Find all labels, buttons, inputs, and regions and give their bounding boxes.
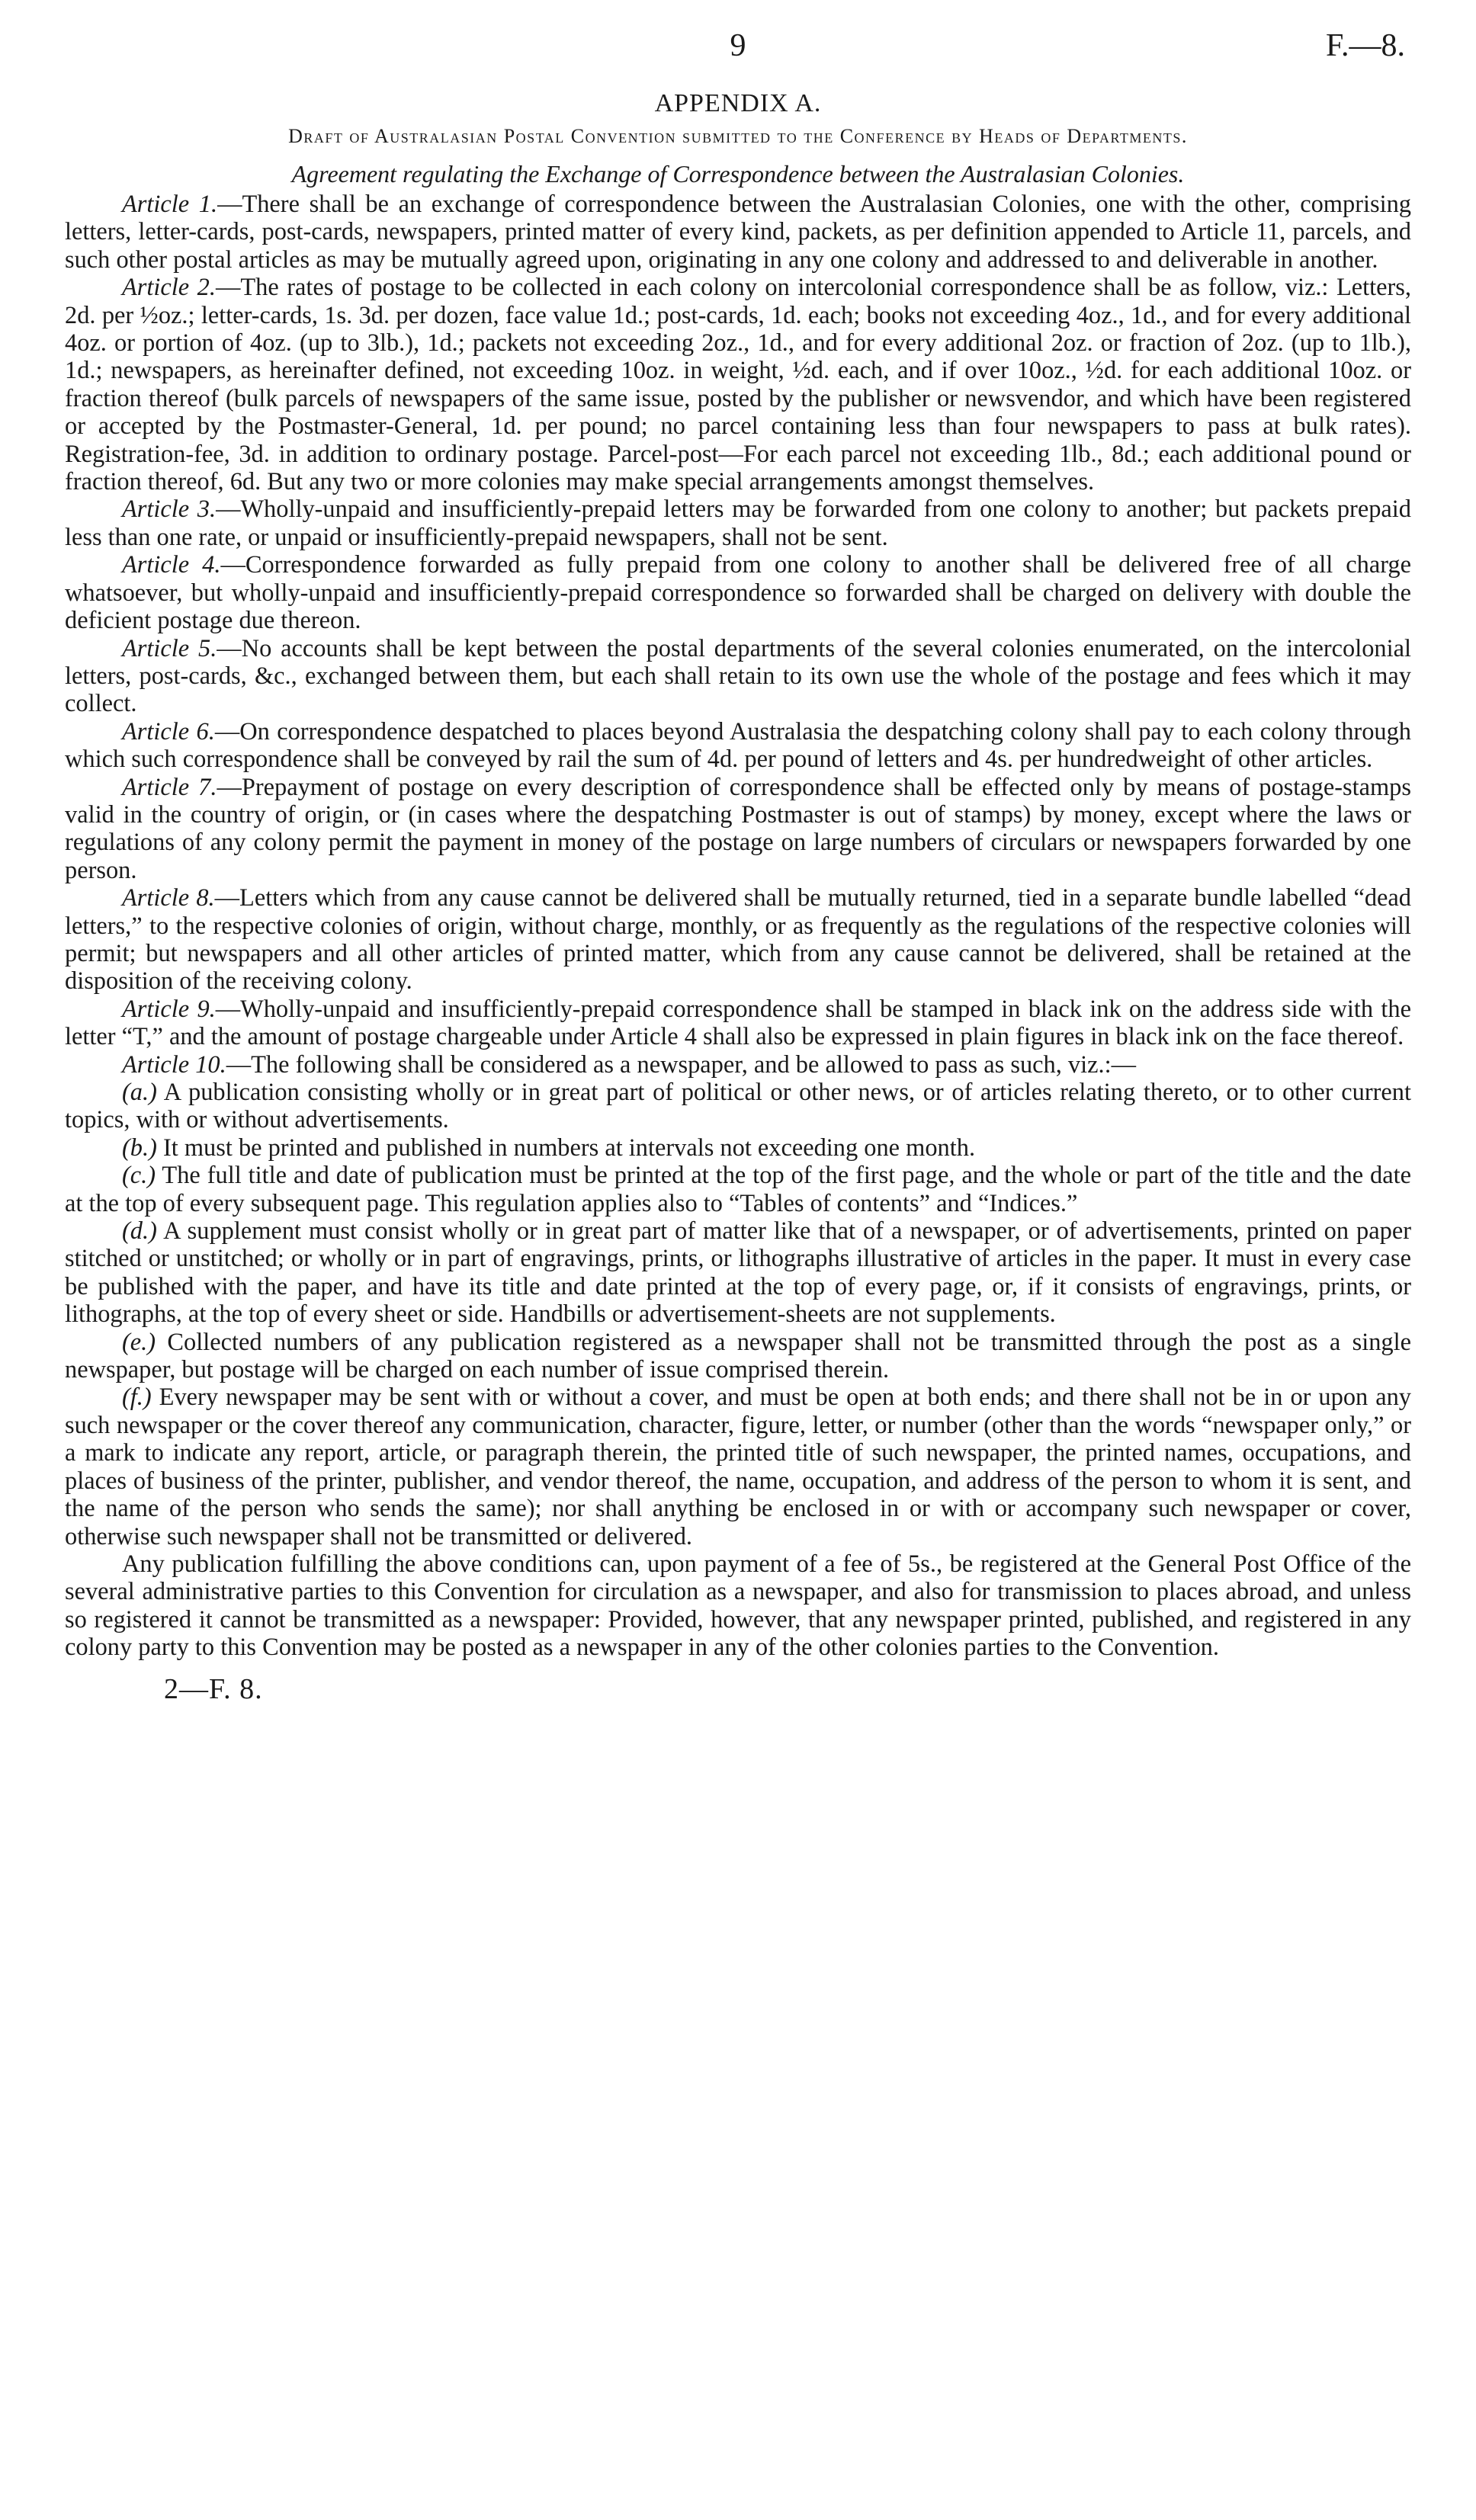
clause-a: [65, 1079, 1411, 1134]
clause-b: [65, 1134, 1411, 1162]
article-text: —Wholly-unpaid and insufficiently-prepaid correspondence shall be stamped in black ink on the address side with the letter “T,” and the amount of postage chargeable under Article 4 shall also be expressed in plain figures in black ink on the face thereof.: [65, 995, 1411, 1051]
registration-paragraph: [65, 1550, 1411, 1662]
article-label: Article 5.: [122, 634, 217, 662]
clause-text: A supplement must consist wholly or in great part of matter like that of a newspaper, or of advertisements, printed on paper stitched or unstitched; or wholly or in part of engravings, prints, or lithographs illustrative of articles in the paper. It must in every case be published with the paper, and have its title and date printed at the top of every page, or, if it consists of engravings, prints, or lithographs, at the top of every sheet or side. Handbills or advertisement-sheets are not supplements.: [65, 1217, 1411, 1329]
clause-text: Collected numbers of any publication registered as a newspaper shall not be transmitted through the post as a single newspaper, but postage will be charged on each number of issue comprised therein.: [65, 1328, 1411, 1384]
article-label: Article 9.: [122, 995, 216, 1023]
article-5: [65, 635, 1411, 718]
clause-c: [65, 1162, 1411, 1217]
article-label: Article 3.: [122, 495, 217, 524]
clause-e: [65, 1329, 1411, 1384]
article-2: [65, 274, 1411, 495]
article-text: —On correspondence despatched to places beyond Australasia the despatching colony shall pay to each colony through which such correspondence shall be conveyed by rail the sum of 4d. per pound of letters and 4s. per hundredweight of other articles.: [65, 717, 1411, 774]
article-7: [65, 774, 1411, 885]
article-10: [65, 1051, 1411, 1079]
clause-label: (b.): [122, 1133, 157, 1162]
document-body: [65, 191, 1411, 1662]
article-label: Article 7.: [122, 773, 217, 801]
paragraph-text: Any publication fulfilling the above conditions can, upon payment of a fee of 5s., be registered at the General Post Office of the several administrative parties to this Convention for circulation as a newspaper, and also for transmission to places abroad, and unless so registered it cannot be transmitted as a newspaper: Provided, however, that any newspaper printed, published, and registered in any colony party to this Convention may be posted as a newspaper in any of the other colonies parties to the Convention.: [65, 1550, 1411, 1662]
clause-text: Every newspaper may be sent with or without a cover, and must be open at both ends; and there shall not be in or upon any such newspaper or the cover thereof any communication, character, figure, letter, or number (other than the words “newspaper only,” or a mark to indicate any report, article, or paragraph therein, the printed title of such newspaper, the printed names, occupations, and places of business of the printer, publisher, and vendor thereof, the name, occupation, and address of the person to whom it is sent, and the name of the person who sends the same); nor shall anything be enclosed in or with or accompany such newspaper or cover, otherwise such newspaper shall not be transmitted or delivered.: [65, 1383, 1411, 1550]
article-text: —The rates of postage to be collected in each colony on intercolonial correspondence shall be as follow, viz.: Letters, 2d. per ½oz.; letter-cards, 1s. 3d. per dozen, face value 1d.; post-cards, 1d. each; books not exceeding 4oz., 1d., and for every additional 4oz. or portion of 4oz. (up to 3lb.), 1d.; packets not exceeding 2oz., 1d., and for every additional 2oz. or fraction of 2oz. (up to 1lb.), 1d.; newspapers, as hereinafter defined, not exceeding 10oz. in weight, ½d. each, and if over 10oz., ½d. for each additional 10oz. or fraction thereof (bulk parcels of newspapers of the same issue, posted by the publisher or newsvendor, and which have been registered or accepted by the Postmaster-General, 1d. per pound; no parcel containing less than four newspapers to pass at bulk rates). Registration-fee, 3d. in addition to ordinary postage. Parcel-post—For each parcel not exceeding 1lb., 8d.; each additional pound or fraction thereof, 6d. But any two or more colonies may make special arrangements amongst themselves.: [65, 274, 1411, 496]
article-label: Article 10.: [122, 1050, 226, 1079]
article-4: [65, 551, 1411, 634]
article-label: Article 8.: [122, 884, 215, 912]
article-text: —Letters which from any cause cannot be delivered shall be mutually returned, tied in a separate bundle labelled “dead letters,” to the respective colonies of origin, without charge, monthly, or as frequently as the regulations of the respective colonies will permit; but newspapers and all other articles of printed matter, which from any cause cannot be delivered, shall be retained at the disposition of the receiving colony.: [65, 884, 1411, 995]
clause-d: [65, 1217, 1411, 1329]
article-8: [65, 884, 1411, 995]
article-text: —Wholly-unpaid and insufficiently-prepaid letters may be forwarded from one colony to another; but packets prepaid less than one rate, or unpaid or insufficiently-prepaid newspapers, shall not be sent.: [65, 495, 1411, 551]
clause-text: The full title and date of publication must be printed at the top of the first page, and the whole or part of the title and the date at the top of every subsequent page. This regulation applies also to “Tables of contents” and “Indices.”: [65, 1162, 1411, 1217]
appendix-title: APPENDIX A.: [654, 89, 822, 117]
article-text: —There shall be an exchange of correspondence between the Australasian Colonies, one with the other, comprising letters, letter-cards, post-cards, newspapers, printed matter of every kind, packets, as per definition appended to Article 11, parcels, and such other postal articles as may be mutually agreed upon, originating in any one colony and addressed to and deliverable in another.: [65, 191, 1411, 274]
article-6: [65, 718, 1411, 774]
article-label: Article 1.: [122, 191, 218, 218]
draft-title: Draft of Australasian Postal Convention submitted to the Conference by Heads of Departments.: [288, 125, 1188, 147]
article-text: —No accounts shall be kept between the postal departments of the several colonies enumerated, on the intercolonial letters, post-cards, &c., exchanged between them, but each shall retain to its own use the whole of the postage and fees which it may collect.: [65, 634, 1411, 718]
article-9: [65, 995, 1411, 1051]
document-reference: F.—8.: [1326, 28, 1405, 63]
article-label: Article 6.: [122, 717, 215, 745]
clause-label: (a.): [122, 1079, 157, 1106]
page-header: [65, 23, 1411, 73]
clause-label: (d.): [122, 1217, 157, 1246]
clause-text: It must be printed and published in numbers at intervals not exceeding one month.: [156, 1133, 976, 1162]
article-text: —Prepayment of postage on every description of correspondence shall be effected only by means of postage-stamps valid in the country of origin, or (in cases where the despatching Postmaster is out of stamps) by money, except where the laws or regulations of any colony permit the payment in money of the postage on large numbers of circulars or newspapers forwarded by one person.: [65, 773, 1411, 884]
clause-label: (c.): [122, 1162, 156, 1190]
article-1: [65, 191, 1411, 274]
article-label: Article 2.: [122, 274, 216, 302]
agreement-title: Agreement regulating the Exchange of Correspondence between the Australasian Colonies.: [291, 160, 1185, 188]
article-text: —The following shall be considered as a newspaper, and be allowed to pass as such, viz.:—: [226, 1050, 1136, 1079]
article-3: [65, 495, 1411, 551]
article-label: Article 4.: [122, 551, 221, 579]
clause-label: (e.): [122, 1328, 156, 1356]
clause-f: [65, 1383, 1411, 1550]
document-page: [65, 23, 1411, 1706]
clause-label: (f.): [122, 1383, 152, 1412]
article-text: —Correspondence forwarded as fully prepaid from one colony to another shall be delivered free of all charge whatsoever, but wholly-unpaid and insufficiently-prepaid correspondence so forwarded shall be charged on delivery with double the deficient postage due thereon.: [65, 551, 1411, 635]
page-number: 9: [730, 28, 746, 63]
footer-signature: 2—F. 8.: [164, 1672, 263, 1705]
clause-text: A publication consisting wholly or in great part of political or other news, or of articles relating thereto, or to other current topics, with or without advertisements.: [65, 1079, 1411, 1134]
